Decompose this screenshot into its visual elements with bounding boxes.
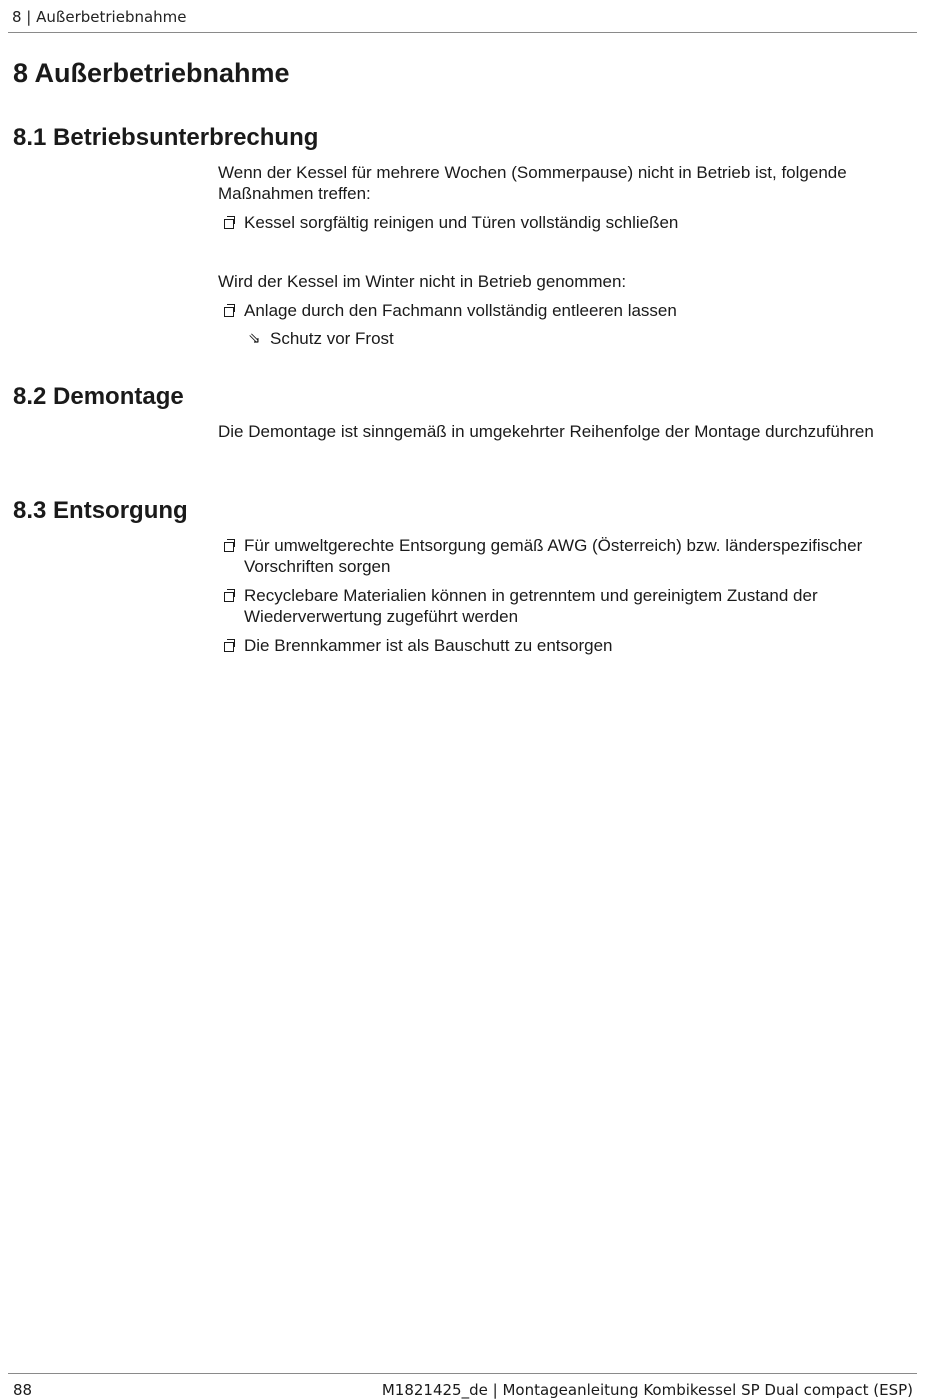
paragraph: Die Demontage ist sinngemäß in umgekehrter Reihenfolge der Montage durchzuführen [218,422,874,441]
page-number: 88 [13,1381,33,1399]
running-head: 8 | Außerbetriebnahme [12,8,187,26]
checkbox-bullet-icon [224,304,235,315]
list-item-text: Die Brennkammer ist als Bauschutt zu entsorgen [244,636,613,655]
header-divider [8,32,917,33]
checkbox-bullet-icon [224,539,235,550]
list-item-text: Anlage durch den Fachmann vollständig entleeren lassen [244,301,677,320]
result-text: Schutz vor Frost [270,329,394,348]
result-item [218,328,918,349]
chapter-title: 8 Außerbetriebnahme [13,58,290,88]
list-item [218,635,918,656]
list-item [218,300,918,321]
section-body-demontage [218,421,918,442]
section-title-demontage: 8.2 Demontage [13,383,184,410]
intro-paragraph: Wenn der Kessel für mehrere Wochen (Sommerpause) nicht in Betrieb ist, folgende Maßnahmen treffen: [218,163,847,203]
result-arrow-icon: ⇘ [248,329,261,347]
checkbox-bullet-icon [224,639,235,650]
footer-document-title: M1821425_de | Montageanleitung Kombikessel SP Dual compact (ESP) [381,1381,913,1399]
section-title-entsorgung: 8.3 Entsorgung [13,497,188,524]
checkbox-bullet-icon [224,216,235,227]
list-item [218,585,918,627]
section-title-betriebsunterbrechung: 8.1 Betriebsunterbrechung [13,124,319,151]
list-item-text: Recyclebare Materialien können in getrenntem und gereinigtem Zustand der Wiederverwertung zugeführt werden [244,586,818,626]
footer-divider [8,1373,917,1374]
section-body-betriebsunterbrechung [218,162,918,349]
intro-paragraph: Wird der Kessel im Winter nicht in Betrieb genommen: [218,272,627,291]
list-item [218,535,918,577]
section-body-entsorgung [218,535,918,656]
list-item-text: Für umweltgerechte Entsorgung gemäß AWG (Österreich) bzw. länderspezifischer Vorschriften sorgen [244,536,863,576]
list-item-text: Kessel sorgfältig reinigen und Türen vollständig schließen [244,213,679,232]
list-item [218,212,918,233]
checkbox-bullet-icon [224,589,235,600]
